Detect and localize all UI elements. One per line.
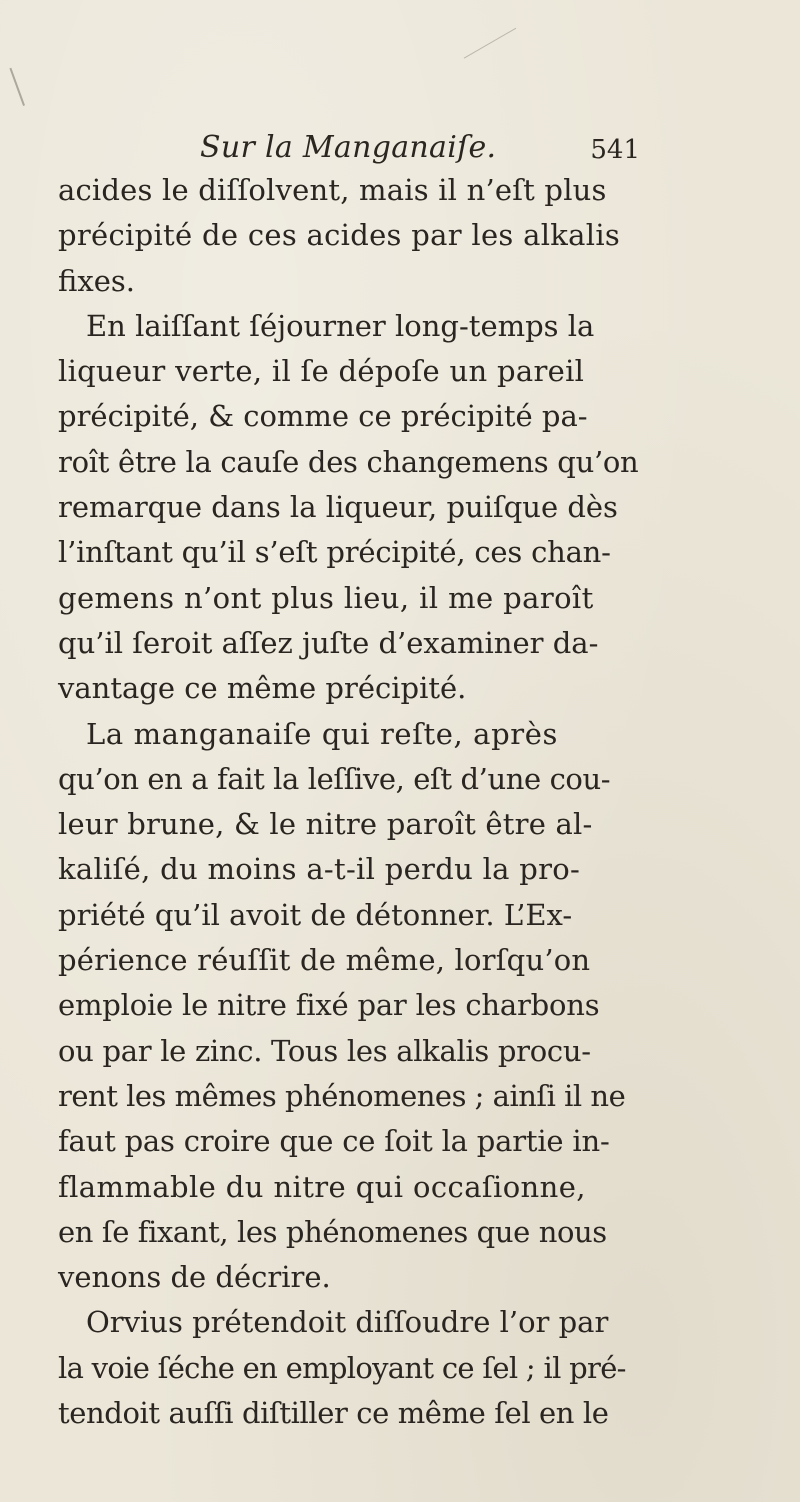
text-line: périence réuſſit de même, lorſqu’on	[58, 943, 591, 978]
text-line: emploie le nitre fixé par les charbons	[58, 988, 600, 1023]
text-line: liqueur verte, il ſe dépoſe un pareil	[58, 354, 585, 389]
text-line: qu’il ſeroit aſſez juſte d’examiner da-	[58, 625, 599, 660]
page-mark	[464, 28, 536, 94]
text-line: Orvius prétendoit diſſoudre l’or par	[86, 1305, 609, 1340]
text-line: venons de décrire.	[58, 1260, 331, 1295]
text-line: précipité, & comme ce précipité pa-	[58, 399, 588, 434]
text-line: la voie ſéche en employant ce ſel ; il pré-	[58, 1350, 626, 1385]
text-line: vantage ce même précipité.	[58, 671, 467, 706]
text-line: acides le diſſolvent, mais il n’eſt plus	[58, 173, 607, 207]
text-line: qu’on en a fait la leſſive, eſt d’une cou-	[58, 761, 611, 796]
text-line: ou par le zinc. Tous les alkalis procu-	[58, 1033, 591, 1068]
text-line: En laiſſant ſéjourner long-temps la	[86, 308, 595, 343]
text-line: roît être la cauſe des changemens qu’on	[58, 444, 639, 479]
text-line: flammable du nitre qui occaſionne,	[58, 1169, 586, 1204]
text-line: La manganaiſe qui reſte, après	[86, 716, 558, 751]
text-line: remarque dans la liqueur, puiſque dès	[58, 490, 618, 525]
page-number: 541	[590, 135, 640, 165]
text-line: fixes.	[58, 263, 135, 298]
body-text	[58, 168, 758, 1436]
text-line: tendoit auſſi diſtiller ce même ſel en le	[58, 1396, 609, 1431]
text-line: priété qu’il avoit de détonner. L’Ex-	[58, 897, 573, 932]
text-line: kaliſé, du moins a-t-il perdu la pro-	[58, 852, 581, 887]
text-line: en ſe fixant, les phénomenes que nous	[58, 1214, 607, 1249]
text-line: rent les mêmes phénomenes ; ainſi il ne	[58, 1078, 626, 1113]
text-line: gemens n’ont plus lieu, il me paroît	[58, 580, 594, 615]
text-line: leur brune, & le nitre paroît être al-	[58, 807, 593, 842]
text-line: faut pas croire que ce ſoit la partie in-	[58, 1124, 610, 1159]
text-line: précipité de ces acides par les alkalis	[58, 218, 621, 253]
page-mark	[9, 54, 62, 106]
running-title: Sur la Manganaiſe.	[200, 130, 497, 165]
page-header	[200, 128, 640, 172]
text-line: l’inſtant qu’il s’eſt précipité, ces chan-	[58, 535, 611, 570]
